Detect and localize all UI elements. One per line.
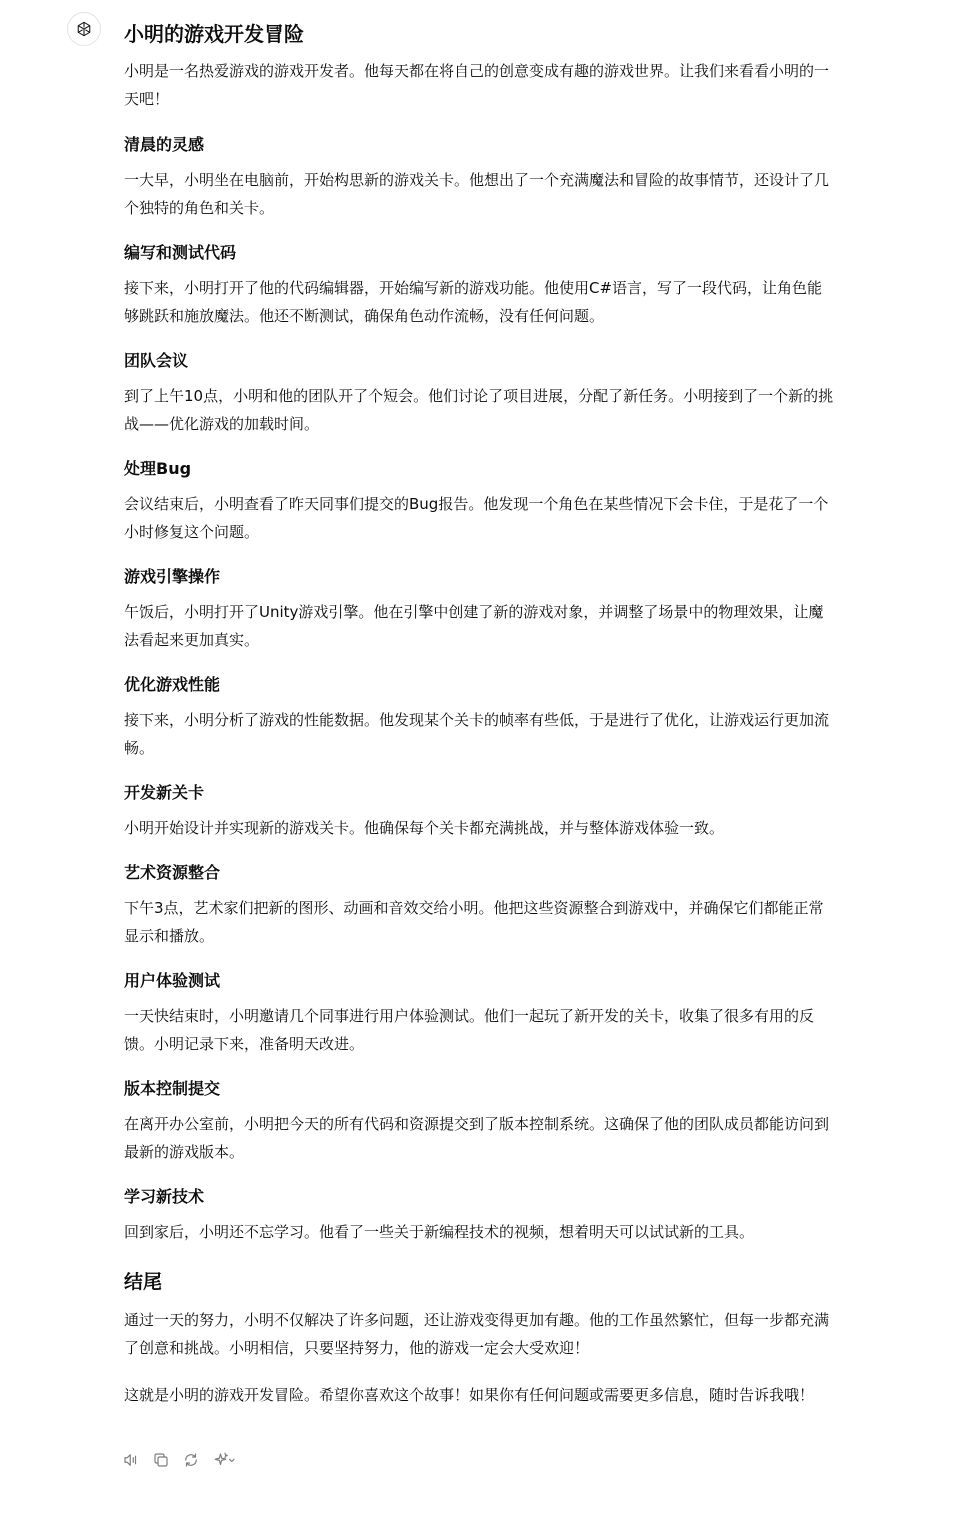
assistant-avatar bbox=[67, 12, 101, 46]
openai-logo-icon bbox=[74, 19, 94, 39]
sparkle-model-icon bbox=[212, 1451, 238, 1469]
section-body: 回到家后，小明还不忘学习。他看了一些关于新编程技术的视频，想着明天可以试试新的工具。 bbox=[124, 1223, 755, 1241]
regenerate-icon bbox=[182, 1451, 200, 1469]
message-title: 小明的游戏开发冒险 bbox=[124, 22, 304, 46]
section-body: 一大早，小明坐在电脑前，开始构思新的游戏关卡。他想出了一个充满魔法和冒险的故事情节，还设计了几个独特的角色和关卡。 bbox=[124, 171, 830, 217]
section-heading: 优化游戏性能 bbox=[124, 675, 221, 694]
section-heading: 团队会议 bbox=[124, 351, 189, 370]
intro-paragraph: 小明是一名热爱游戏的游戏开发者。他每天都在将自己的创意变成有趣的游戏世界。让我们来看看小明的一天吧！ bbox=[124, 62, 830, 108]
regenerate-button[interactable] bbox=[180, 1449, 202, 1471]
section-body: 到了上午10点，小明和他的团队开了个短会。他们讨论了项目进展，分配了新任务。小明接到了一个新的挑战——优化游戏的加载时间。 bbox=[124, 387, 834, 433]
section-body: 午饭后，小明打开了Unity游戏引擎。他在引擎中创建了新的游戏对象，并调整了场景中的物理效果，让魔法看起来更加真实。 bbox=[124, 603, 824, 649]
section-body: 会议结束后，小明查看了昨天同事们提交的Bug报告。他发现一个角色在某些情况下会卡住，于是花了一个小时修复这个问题。 bbox=[124, 495, 829, 541]
section-body: 小明开始设计并实现新的游戏关卡。他确保每个关卡都充满挑战，并与整体游戏体验一致。 bbox=[124, 819, 725, 837]
section-body: 接下来，小明分析了游戏的性能数据。他发现某个关卡的帧率有些低，于是进行了优化，让游戏运行更加流畅。 bbox=[124, 711, 830, 757]
section-body: 在离开办公室前，小明把今天的所有代码和资源提交到了版本控制系统。这确保了他的团队成员都能访问到最新的游戏版本。 bbox=[124, 1115, 830, 1161]
section-heading: 艺术资源整合 bbox=[124, 863, 221, 882]
speaker-icon bbox=[122, 1451, 140, 1469]
copy-button[interactable] bbox=[150, 1449, 172, 1471]
read-aloud-button[interactable] bbox=[120, 1449, 142, 1471]
closing-paragraph: 这就是小明的游戏开发冒险。希望你喜欢这个故事！如果你有任何问题或需要更多信息，随时告诉我哦！ bbox=[124, 1386, 815, 1404]
section-body: 下午3点，艺术家们把新的图形、动画和音效交给小明。他把这些资源整合到游戏中，并确保它们都能正常显示和播放。 bbox=[124, 899, 824, 945]
model-switch-button[interactable] bbox=[210, 1449, 240, 1471]
section-body: 接下来，小明打开了他的代码编辑器，开始编写新的游戏功能。他使用C#语言，写了一段代码，让角色能够跳跃和施放魔法。他还不断测试，确保角色动作流畅，没有任何问题。 bbox=[124, 279, 823, 325]
section-body: 一天快结束时，小明邀请几个同事进行用户体验测试。他们一起玩了新开发的关卡，收集了很多有用的反馈。小明记录下来，准备明天改进。 bbox=[124, 1007, 815, 1053]
section-heading: 开发新关卡 bbox=[124, 783, 205, 802]
section-heading: 处理Bug bbox=[124, 459, 192, 478]
section-heading: 用户体验测试 bbox=[124, 971, 221, 990]
section-heading: 游戏引擎操作 bbox=[124, 567, 221, 586]
section-heading: 清晨的灵感 bbox=[124, 135, 205, 154]
section-heading: 编写和测试代码 bbox=[124, 243, 237, 262]
ending-heading: 结尾 bbox=[124, 1271, 163, 1293]
section-heading: 学习新技术 bbox=[124, 1187, 205, 1206]
copy-icon bbox=[152, 1451, 170, 1469]
ending-paragraph: 通过一天的努力，小明不仅解决了许多问题，还让游戏变得更加有趣。他的工作虽然繁忙，但每一步都充满了创意和挑战。小明相信，只要坚持努力，他的游戏一定会大受欢迎！ bbox=[124, 1311, 830, 1357]
section-heading: 版本控制提交 bbox=[124, 1079, 221, 1098]
message-action-bar bbox=[120, 1448, 240, 1472]
